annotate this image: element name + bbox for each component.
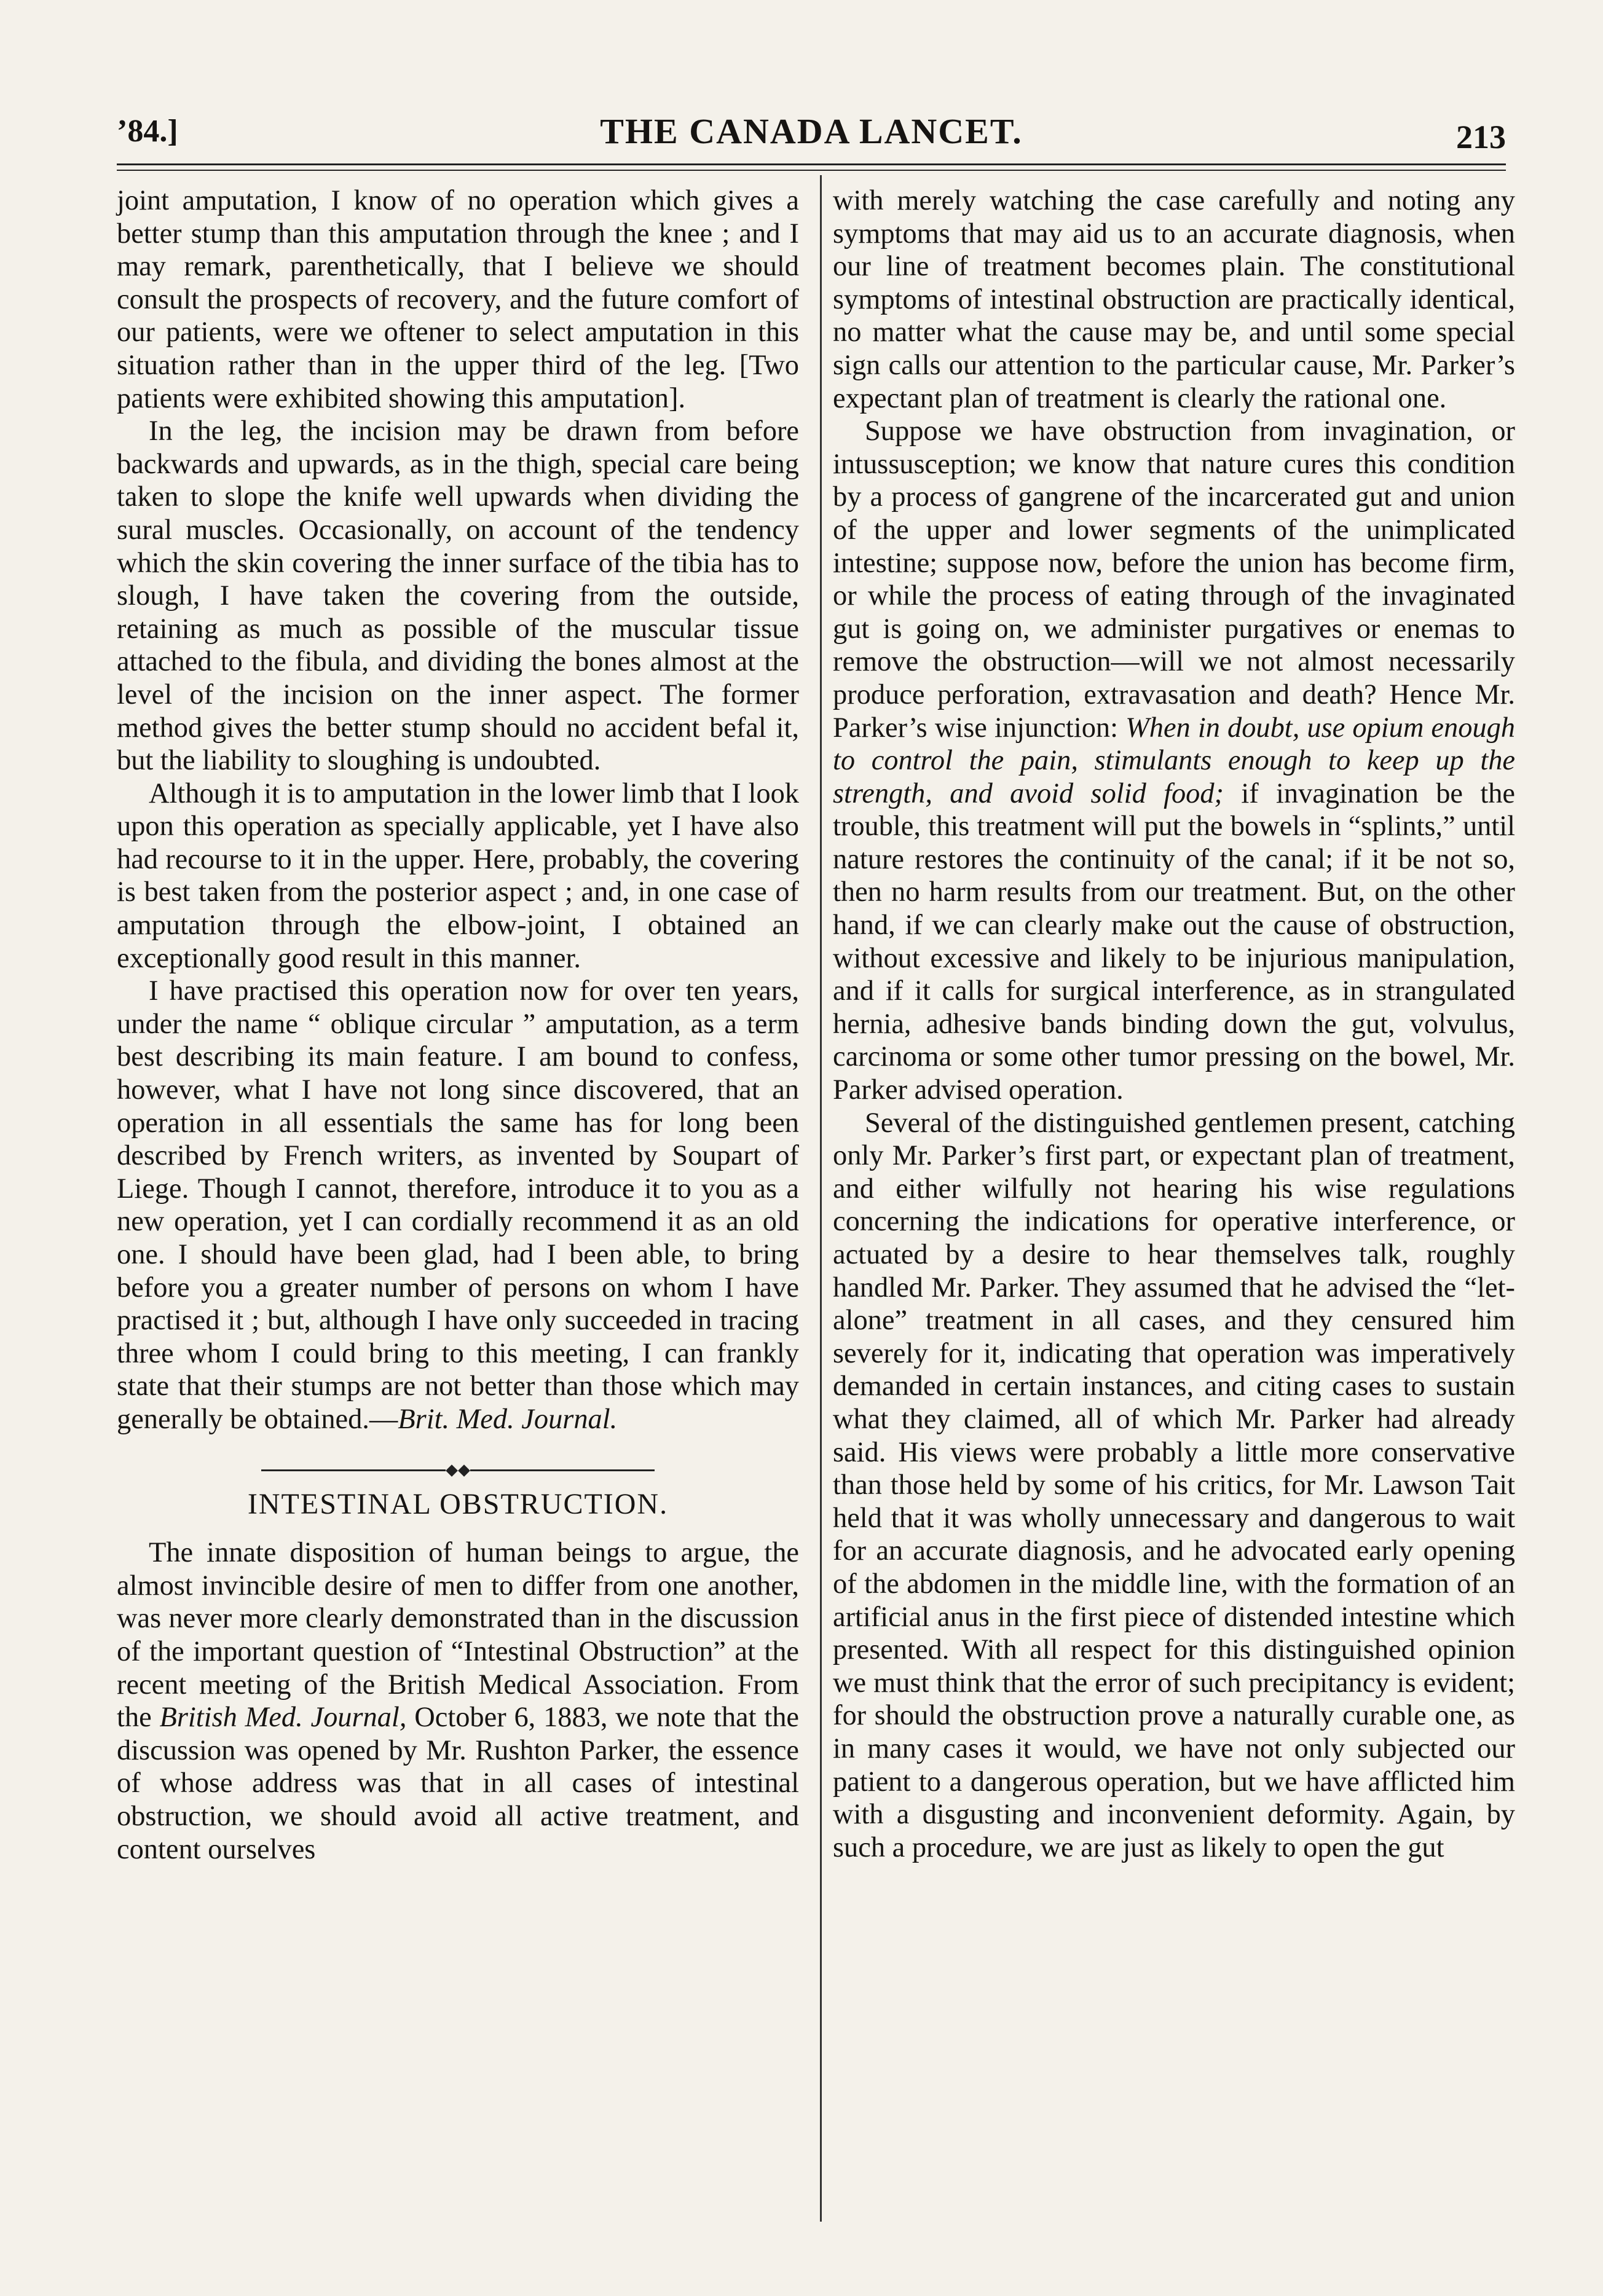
left-paragraph-5-text: The innate disposition of human beings to argue, the almost invincible desire of men to differ from one another, was never more clearly demonstrated than in the discussion of the important question of “Intestinal Obstruction” at the recent meeting of the British Medical Association. From the [117, 1537, 799, 1734]
left-paragraph-5 [117, 1536, 799, 1866]
journal-title: THE CANADA LANCET. [600, 111, 1023, 151]
left-paragraph-5-rest: October 6, 1883, we note that the discussion was opened by Mr. Rushton Parker, the essence of whose address was that in all cases of intestinal obstruction, we should avoid all active treatment, and content ourselves [117, 1702, 799, 1865]
column-divider [820, 175, 822, 2222]
left-paragraph-4-text: I have practised this operation now for over ten years, under the name “ oblique circular ” amputation, as a term best describing its main feature. I am bound to confess, however, what I have not long since discovered, that an operation in all essentials the same has for long been described by French writers, as invented by Soupart of Liege. Though I cannot, therefore, introduce it to you as a new operation, yet I can cordially recommend it as an old one. I should have been glad, had I been able, to bring before you a greater number of persons on whom I have practised it ; but, although I have only succeeded in tracing three whom I could bring to this meeting, I can frankly state that their stumps are not better than those which may generally be obtained.— [117, 975, 799, 1435]
left-column [117, 184, 799, 2274]
left-paragraph-4 [117, 975, 799, 1436]
page-header [117, 106, 1506, 161]
right-paragraph-3: Several of the distinguished gentlemen present, catching only Mr. Parker’s first part, or expectant plan of treatment, and either wilfully not hearing his wise regulations concerning the indications for operative interference, or actuated by a desire to hear themselves talk, roughly handled Mr. Parker. They assumed that he advised the “let-alone” treatment in all cases, and they censured him severely for it, indicating that operation was imperatively demanded in certain instances, and citing cases to sustain what they claimed, all of which Mr. Parker had already said. His views were probably a little more conservative than those held by some of his critics, for Mr. Lawson Tait held that it was wholly unnecessary and dangerous to wait for an accurate diagnosis, and he advocated early opening of the abdomen in the middle line, with the formation of an artificial anus in the first piece of distended intestine which presented. With all respect for this distinguished opinion we must think that the error of such precipitancy is evident; for should the obstruction prove a naturally curable one, as in many cases it would, we have not only subjected our patient to a dangerous operation, but we have afflicted him with a disgusting and inconvenient deformity. Again, by such a procedure, we are just as likely to open the gut [833, 1107, 1515, 1863]
header-year: ’84.] [117, 114, 178, 149]
right-paragraph-2-text: Suppose we have obstruction from invagination, or intussusception; we know that nature cures this condition by a process of gangrene of the incarcerated gut and union of the upper and lower segments of the unimplicated intestine; suppose now, before the union has become firm, or while the process of eating through of the invaginated gut is going on, we administer purgatives or enemas to remove the obstruction—will we not almost necessarily produce perforation, extravasation and death? Hence Mr. Parker’s wise injunction: [833, 415, 1515, 744]
left-paragraph-3: Although it is to amputation in the lower limb that I look upon this operation as specially applicable, yet I have also had recourse to it in the upper. Here, probably, the covering is best taken from the posterior aspect ; and, in one case of amputation through the elbow-joint, I obtained an exceptionally good result in this manner. [117, 777, 799, 974]
right-column [833, 184, 1515, 2274]
left-paragraph-2: In the leg, the incision may be drawn from before backwards and upwards, as in the thigh, special care being taken to slope the knife well upwards when dividing the sural muscles. Occasionally, on account of the tendency which the skin covering the inner surface of the tibia has to slough, I have taken the covering from the outside, retaining as much as possible of the muscular tissue attached to the fibula, and dividing the bones almost at the level of the incision on the inner aspect. The former method gives the better stump should no accident befal it, but the liability to sloughing is undoubted. [117, 415, 799, 777]
left-paragraph-1: joint amputation, I know of no operation which gives a better stump than this amputation through the knee ; and I may remark, parenthetically, that I believe we should consult the prospects of recovery, and the future comfort of our patients, were we oftener to select amputation in this situation rather than in the upper third of the leg. [Two patients were exhibited showing this amputation]. [117, 185, 799, 414]
right-paragraph-2 [833, 415, 1515, 1106]
parker-injunction: When in doubt, use opium enough to control the pain, stimulants enough to keep up the strength, and avoid solid food; [833, 712, 1515, 809]
right-paragraph-1: with merely watching the case carefully and noting any symptoms that may aid us to an accurate diagnosis, when our line of treatment becomes plain. The constitutional symptoms of intestinal obstruction are practically identical, no matter what the cause may be, and until some special sign calls our attention to the particular cause, Mr. Parker’s expectant plan of treatment is clearly the rational one. [833, 185, 1515, 414]
journal-reference: British Med. Journal, [159, 1702, 407, 1734]
page-number: 213 [1456, 119, 1506, 155]
section-title: INTESTINAL OBSTRUCTION. [247, 1487, 669, 1520]
section-divider-ornament [117, 1452, 799, 1471]
header-rule-top [117, 163, 1506, 165]
header-rule-bottom [117, 170, 1506, 171]
right-paragraph-2-rest: if invagination be the trouble, this treatment will put the bowels in “splints,” until nature restores the continuity of the canal; if it be not so, then no harm results from our treatment. But, on the other hand, if we can clearly make out the cause of obstruction, without excessive and likely to be injurious manipulation, and if it calls for surgical interference, as in strangulated hernia, adhesive bands binding down the gut, volvulus, carcinoma or some other tumor pressing on the bowel, Mr. Parker advised operation. [833, 777, 1515, 1106]
journal-citation: Brit. Med. Journal. [398, 1403, 618, 1435]
